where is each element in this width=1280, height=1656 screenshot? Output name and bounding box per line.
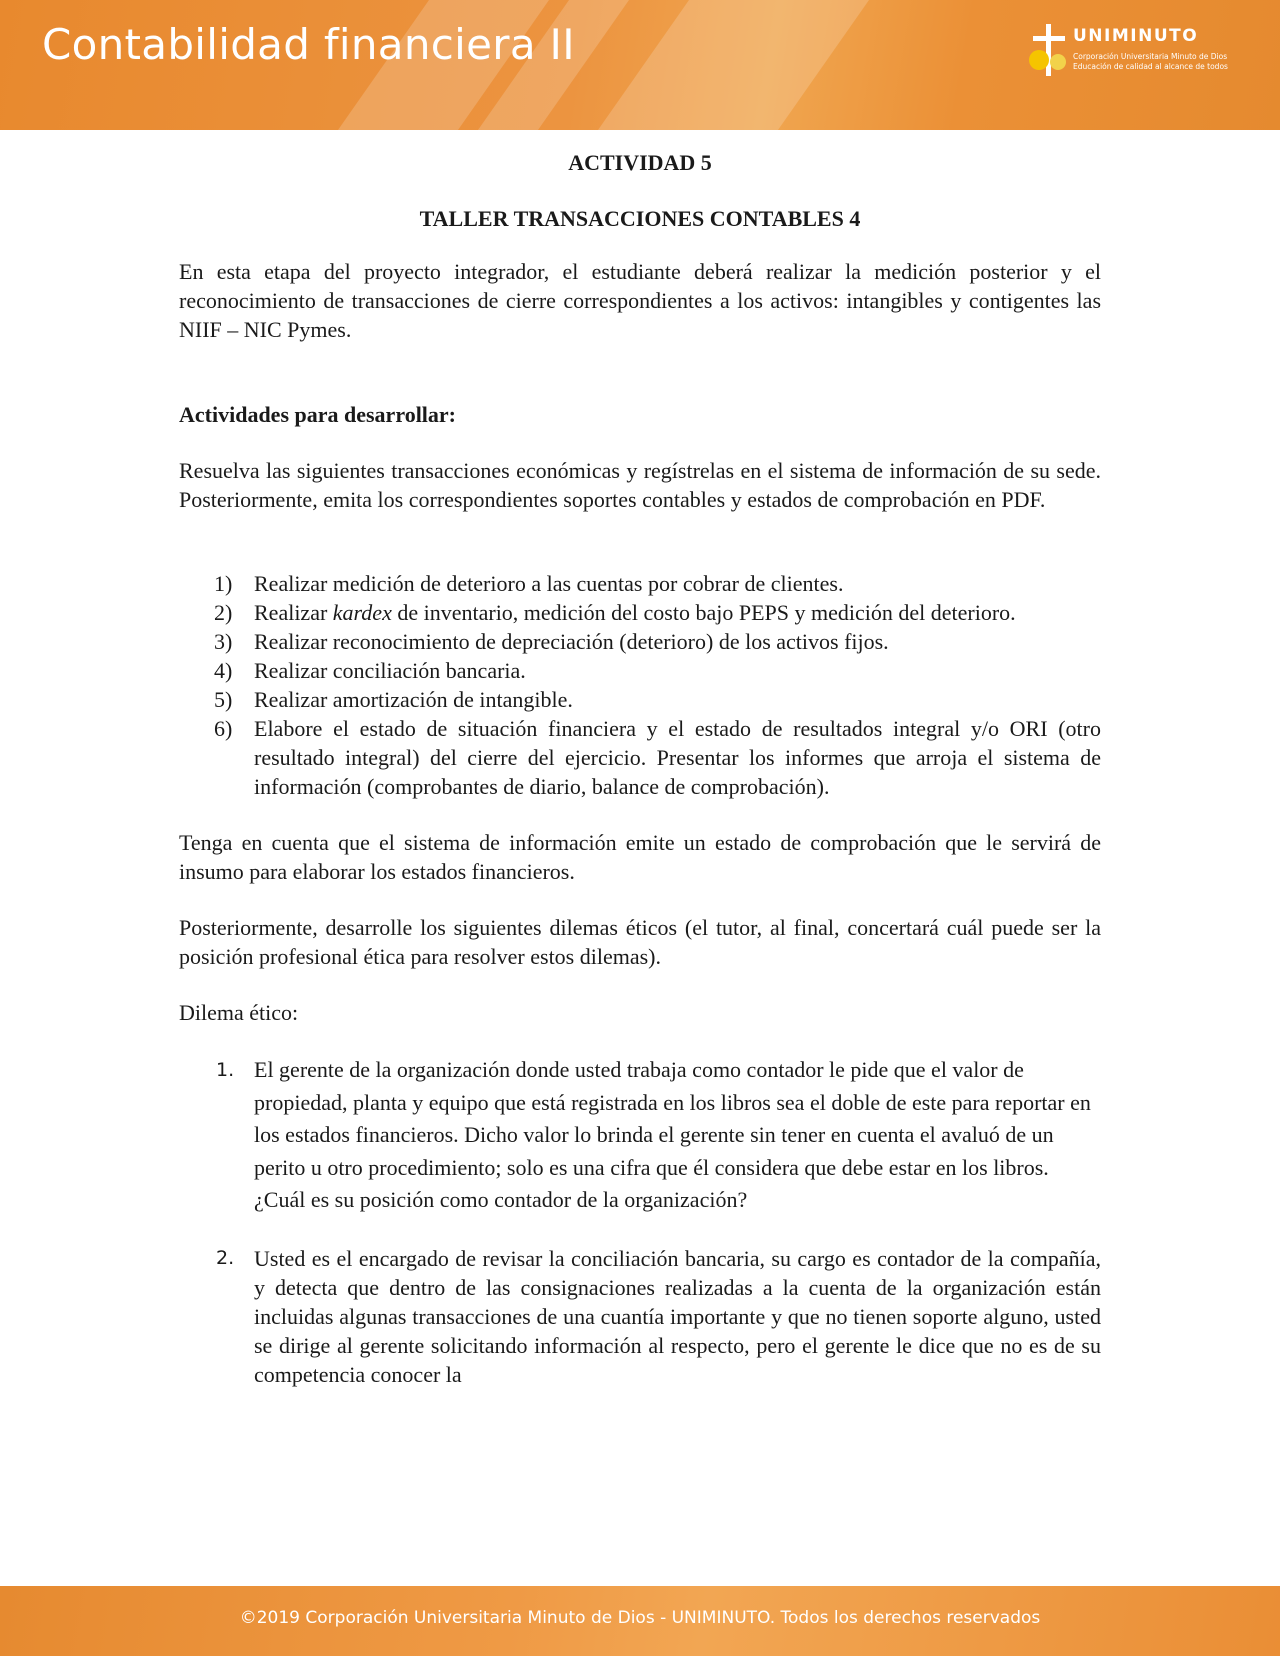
- copyright-text: ©2019 Corporación Universitaria Minuto de Dios - UNIMINUTO. Todos los derechos reservados: [239, 1608, 1041, 1628]
- list-item: [179, 656, 1101, 685]
- note-paragraph: Tenga en cuenta que el sistema de información emite un estado de comprobación que le servirá de insumo para elaborar los estados financieros.: [179, 830, 1101, 884]
- logo-name: UNIMINUTO: [1073, 26, 1199, 46]
- list-item: [179, 569, 1101, 598]
- task-text: Realizar reconocimiento de depreciación (deterioro) de los activos fijos.: [254, 629, 889, 654]
- logo-mark-icon: [1025, 22, 1073, 78]
- list-item: [179, 598, 1101, 627]
- list-item: [179, 1244, 1101, 1389]
- list-item: [179, 714, 1101, 801]
- list-item: [179, 1054, 1101, 1217]
- dilemma-list: [179, 1054, 1101, 1389]
- list-number: 1.: [216, 1059, 235, 1081]
- activity-title: ACTIVIDAD 5: [568, 150, 712, 175]
- list-item: [179, 685, 1101, 714]
- task-list: [179, 569, 1101, 801]
- list-number: 2): [214, 600, 233, 625]
- document-body: [179, 148, 1101, 1389]
- list-number: 1): [214, 571, 233, 596]
- course-title: Contabilidad financiera II: [42, 20, 575, 69]
- dilemma-text: El gerente de la organización donde usted trabaja como contador le pide que el valor de propiedad, planta y equipo que está registrada en los libros sea el doble de este para reportar en los estados financieros. Dicho valor lo brinda el gerente sin tener en cuenta el avaluó de un perito u otro procedimiento; solo es una cifra que él considera que debe estar en los libros. ¿Cuál es su posición como contador de la organización?: [254, 1057, 1091, 1212]
- dilemmas-intro: Posteriormente, desarrolle los siguientes dilemas éticos (el tutor, al final, concertará cuál puede ser la posición profesional ética para resolver estos dilemas).: [179, 915, 1101, 969]
- task-text: Realizar amortización de intangible.: [254, 687, 573, 712]
- activities-heading: Actividades para desarrollar:: [179, 402, 457, 427]
- list-number: 3): [214, 629, 233, 654]
- task-text: Realizar conciliación bancaria.: [254, 658, 526, 683]
- list-number: 5): [214, 687, 233, 712]
- task-text: de inventario, medición del costo bajo PEPS y medición del deterioro.: [391, 600, 1016, 625]
- list-number: 4): [214, 658, 233, 683]
- task-text: Realizar: [254, 600, 333, 625]
- workshop-title: TALLER TRANSACCIONES CONTABLES 4: [419, 206, 861, 231]
- page-header: [0, 0, 1280, 130]
- dilemma-text: Usted es el encargado de revisar la conciliación bancaria, su cargo es contador de la compañía, y detecta que dentro de las consignaciones realizadas a la cuenta de la organización están incluidas algunas transacciones de una cuantía importante y que no tienen soporte alguno, usted se dirige al gerente solicitando información al respecto, pero el gerente le dice que no es de su competencia conocer la: [254, 1245, 1101, 1387]
- logo-tagline: Educación de calidad al alcance de todos: [1073, 62, 1228, 71]
- list-number: 6): [214, 716, 233, 741]
- task-text: Elabore el estado de situación financiera y el estado de resultados integral y/o ORI (otro resultado integral) del cierre del ejercicio. Presentar los informes que arroja el sistema de información (comprobantes de diario, balance de comprobación).: [254, 716, 1101, 799]
- task-text: Realizar medición de deterioro a las cuentas por cobrar de clientes.: [254, 571, 844, 596]
- list-item: [179, 627, 1101, 656]
- intro-paragraph: En esta etapa del proyecto integrador, el estudiante deberá realizar la medición posterior y el reconocimiento de transacciones de cierre correspondientes a los activos: intangibles y contigentes las NIIF – NIC Pymes.: [179, 259, 1101, 342]
- list-number: 2.: [216, 1246, 235, 1269]
- dilemma-label: Dilema ético:: [179, 1000, 299, 1025]
- university-logo: [1025, 20, 1255, 80]
- logo-subtitle: Corporación Universitaria Minuto de Dios: [1073, 52, 1228, 61]
- page-footer: [0, 1586, 1280, 1656]
- instructions-paragraph: Resuelva las siguientes transacciones económicas y regístrelas en el sistema de información de su sede. Posteriormente, emita los correspondientes soportes contables y estados de comprobación en PDF.: [179, 458, 1101, 512]
- task-emphasis: kardex: [332, 600, 392, 625]
